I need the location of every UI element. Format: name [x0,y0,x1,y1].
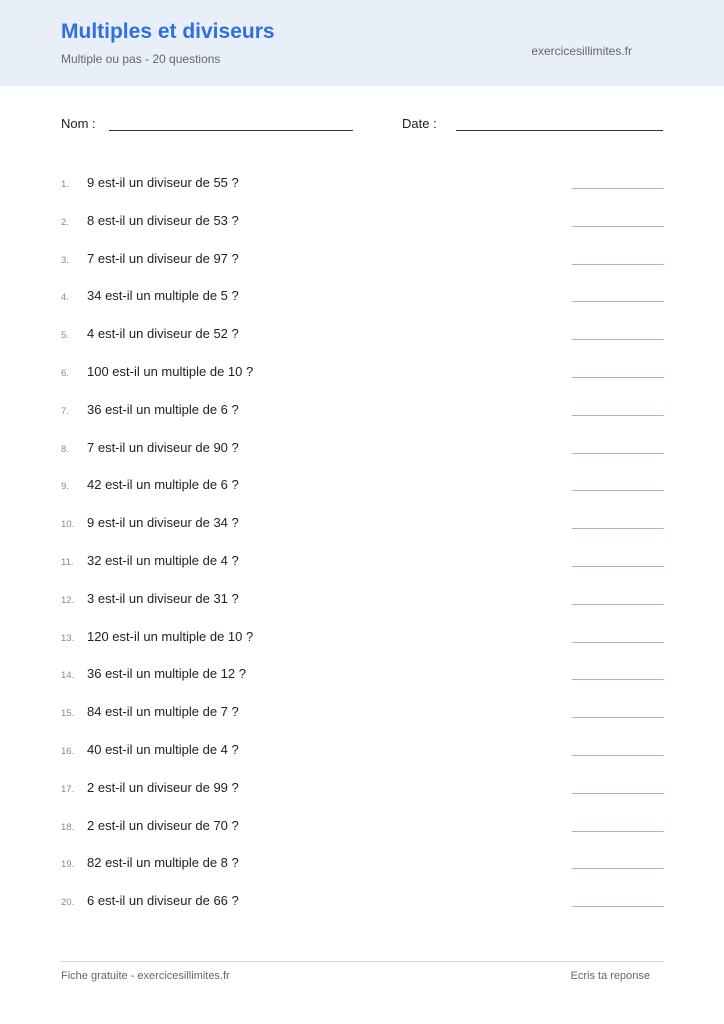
answer-line[interactable] [572,604,664,605]
answer-line[interactable] [572,906,664,907]
question-row [61,666,664,704]
answer-line[interactable] [572,793,664,794]
question-text: 34 est-il un multiple de 5 ? [87,288,239,304]
question-number: 15. [61,708,75,720]
question-row [61,440,664,478]
answer-line[interactable] [572,339,664,340]
question-number: 14. [61,670,75,682]
page-header [0,0,724,86]
question-row [61,591,664,629]
date-field[interactable] [456,130,663,131]
question-row [61,629,664,667]
question-text: 8 est-il un diviseur de 53 ? [87,212,239,228]
question-row [61,742,664,780]
question-number: 11. [61,556,74,568]
answer-line[interactable] [572,679,664,680]
question-number: 2. [61,216,69,228]
question-row [61,288,664,326]
question-row [61,213,664,251]
question-number: 18. [61,821,75,833]
name-field[interactable] [109,130,353,131]
footer-divider [61,961,664,962]
question-row [61,175,664,213]
question-number: 6. [61,367,69,379]
answer-line[interactable] [572,377,664,378]
question-row [61,477,664,515]
question-number: 4. [61,292,69,304]
question-row [61,515,664,553]
question-number: 19. [61,859,75,871]
question-row [61,780,664,818]
question-text: 2 est-il un diviseur de 99 ? [87,779,239,795]
page-title: Multiples et diviseurs [61,20,275,43]
answer-line[interactable] [572,415,664,416]
question-number: 5. [61,330,69,342]
question-text: 7 est-il un diviseur de 97 ? [87,250,239,266]
question-list [61,175,664,931]
question-text: 3 est-il un diviseur de 31 ? [87,590,239,606]
question-row [61,326,664,364]
question-row [61,364,664,402]
question-row [61,855,664,893]
question-text: 32 est-il un multiple de 4 ? [87,552,239,568]
footer-credit: Fiche gratuite - exercicesillimites.fr [61,970,230,982]
question-number: 3. [61,254,69,266]
question-row [61,402,664,440]
question-text: 84 est-il un multiple de 7 ? [87,704,239,720]
answer-line[interactable] [572,490,664,491]
question-text: 120 est-il un multiple de 10 ? [87,628,254,644]
question-text: 9 est-il un diviseur de 55 ? [87,175,239,190]
question-text: 2 est-il un diviseur de 70 ? [87,817,239,833]
question-text: 6 est-il un diviseur de 66 ? [87,893,239,909]
question-row [61,704,664,742]
question-row [61,893,664,931]
date-label: Date : [402,116,437,131]
question-text: 9 est-il un diviseur de 34 ? [87,515,239,531]
question-row [61,251,664,289]
question-number: 10. [61,519,75,531]
question-text: 4 est-il un diviseur de 52 ? [87,326,239,342]
answer-line[interactable] [572,301,664,302]
answer-line[interactable] [572,453,664,454]
answer-line[interactable] [572,226,664,227]
answer-line[interactable] [572,717,664,718]
page-subtitle: Multiple ou pas - 20 questions [61,52,221,66]
name-label: Nom : [61,116,96,131]
question-number: 12. [61,594,75,606]
answer-line[interactable] [572,868,664,869]
question-number: 1. [61,179,69,190]
question-text: 100 est-il un multiple de 10 ? [87,363,254,379]
question-row [61,553,664,591]
answer-line[interactable] [572,188,664,189]
question-text: 40 est-il un multiple de 4 ? [87,741,239,757]
footer-instruction: Ecris ta reponse [570,970,650,982]
question-number: 13. [61,632,75,644]
question-number: 20. [61,897,75,909]
answer-line[interactable] [572,831,664,832]
answer-line[interactable] [572,755,664,756]
question-text: 36 est-il un multiple de 6 ? [87,401,239,417]
question-text: 82 est-il un multiple de 8 ? [87,855,239,871]
answer-line[interactable] [572,528,664,529]
question-text: 42 est-il un multiple de 6 ? [87,477,239,493]
question-number: 17. [61,783,75,795]
question-number: 7. [61,405,69,417]
site-name: exercicesillimites.fr [531,44,632,58]
question-number: 16. [61,745,75,757]
student-info-row [61,116,664,136]
question-text: 36 est-il un multiple de 12 ? [87,666,246,682]
answer-line[interactable] [572,264,664,265]
answer-line[interactable] [572,642,664,643]
question-number: 8. [61,443,69,455]
question-number: 9. [61,481,69,493]
answer-line[interactable] [572,566,664,567]
question-row [61,818,664,856]
question-text: 7 est-il un diviseur de 90 ? [87,439,239,455]
